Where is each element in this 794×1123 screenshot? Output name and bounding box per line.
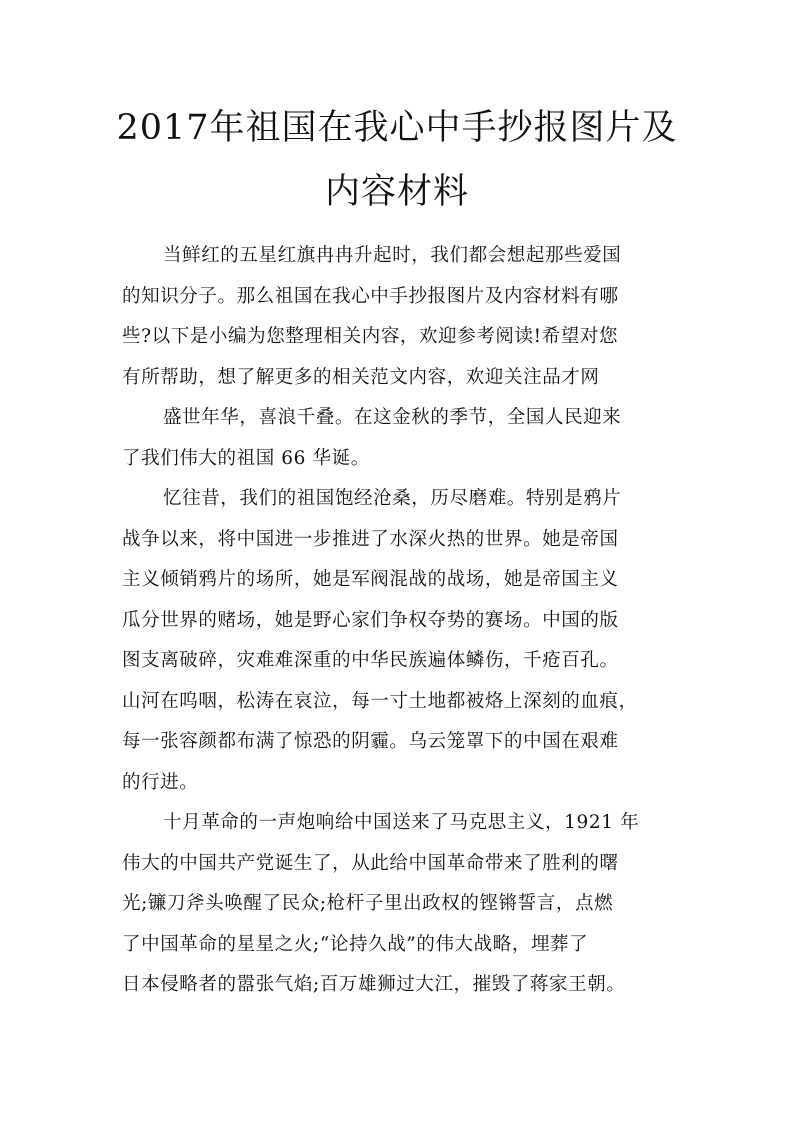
body-line-4: 有所帮助，想了解更多的相关范文内容，欢迎关注品才网 xyxy=(122,366,600,388)
body-line-13: 每一张容颜都布满了惊恐的阴霾。乌云笼罩下的中国在艰难 xyxy=(122,731,619,752)
title-line-1: 2017年祖国在我心中手抄报图片及 xyxy=(116,108,678,148)
body-line-10: 瓜分世界的赌场，她是野心家们争权夺势的赛场。中国的版 xyxy=(122,609,619,631)
body-line-3: 些?以下是小编为您整理相关内容，欢迎参考阅读!希望对您 xyxy=(122,326,619,347)
title-line-2: 内容材料 xyxy=(324,172,469,212)
document-body xyxy=(122,236,687,1006)
body-line-11: 图支离破碎，灾难难深重的中华民族遍体鳞伤，千疮百孔。 xyxy=(122,650,619,671)
body-line-12: 山河在呜咽，松涛在哀泣，每一寸土地都被烙上深刻的血痕， xyxy=(122,690,638,712)
body-line-15: 十月革命的一声炮响给中国送来了马克思主义，1921 年 xyxy=(163,812,640,833)
body-line-16: 伟大的中国共产党诞生了，从此给中国革命带来了胜利的曙 xyxy=(122,852,619,874)
body-line-5: 盛世年华，喜浪千叠。在这金秋的季节，全国人民迎来 xyxy=(163,407,622,428)
body-line-17: 光;镰刀斧头唤醒了民众;枪杆子里出政权的铿锵誓言，点燃 xyxy=(122,893,614,914)
body-line-9: 主义倾销鸦片的场所，她是军阀混战的战场，她是帝国主义 xyxy=(122,569,619,590)
document-title xyxy=(0,96,794,224)
body-line-19: 日本侵略者的嚣张气焰;百万雄狮过大江，摧毁了蒋家王朝。 xyxy=(122,974,626,995)
body-line-8: 战争以来，将中国进一步推进了水深火热的世界。她是帝国 xyxy=(122,528,619,550)
body-line-1: 当鲜红的五星红旗冉冉升起时，我们都会想起那些爱国 xyxy=(163,245,622,266)
body-line-18: 了中国革命的星星之火;“论持久战”的伟大战略，埋葬了 xyxy=(122,933,589,955)
body-line-2: 的知识分子。那么祖国在我心中手抄报图片及内容材料有哪 xyxy=(122,285,619,307)
body-line-6: 了我们伟大的祖国 66 华诞。 xyxy=(122,447,370,469)
body-line-14: 的行进。 xyxy=(122,771,199,793)
body-line-7: 忆往昔，我们的祖国饱经沧桑，历尽磨难。特别是鸦片 xyxy=(163,488,622,509)
